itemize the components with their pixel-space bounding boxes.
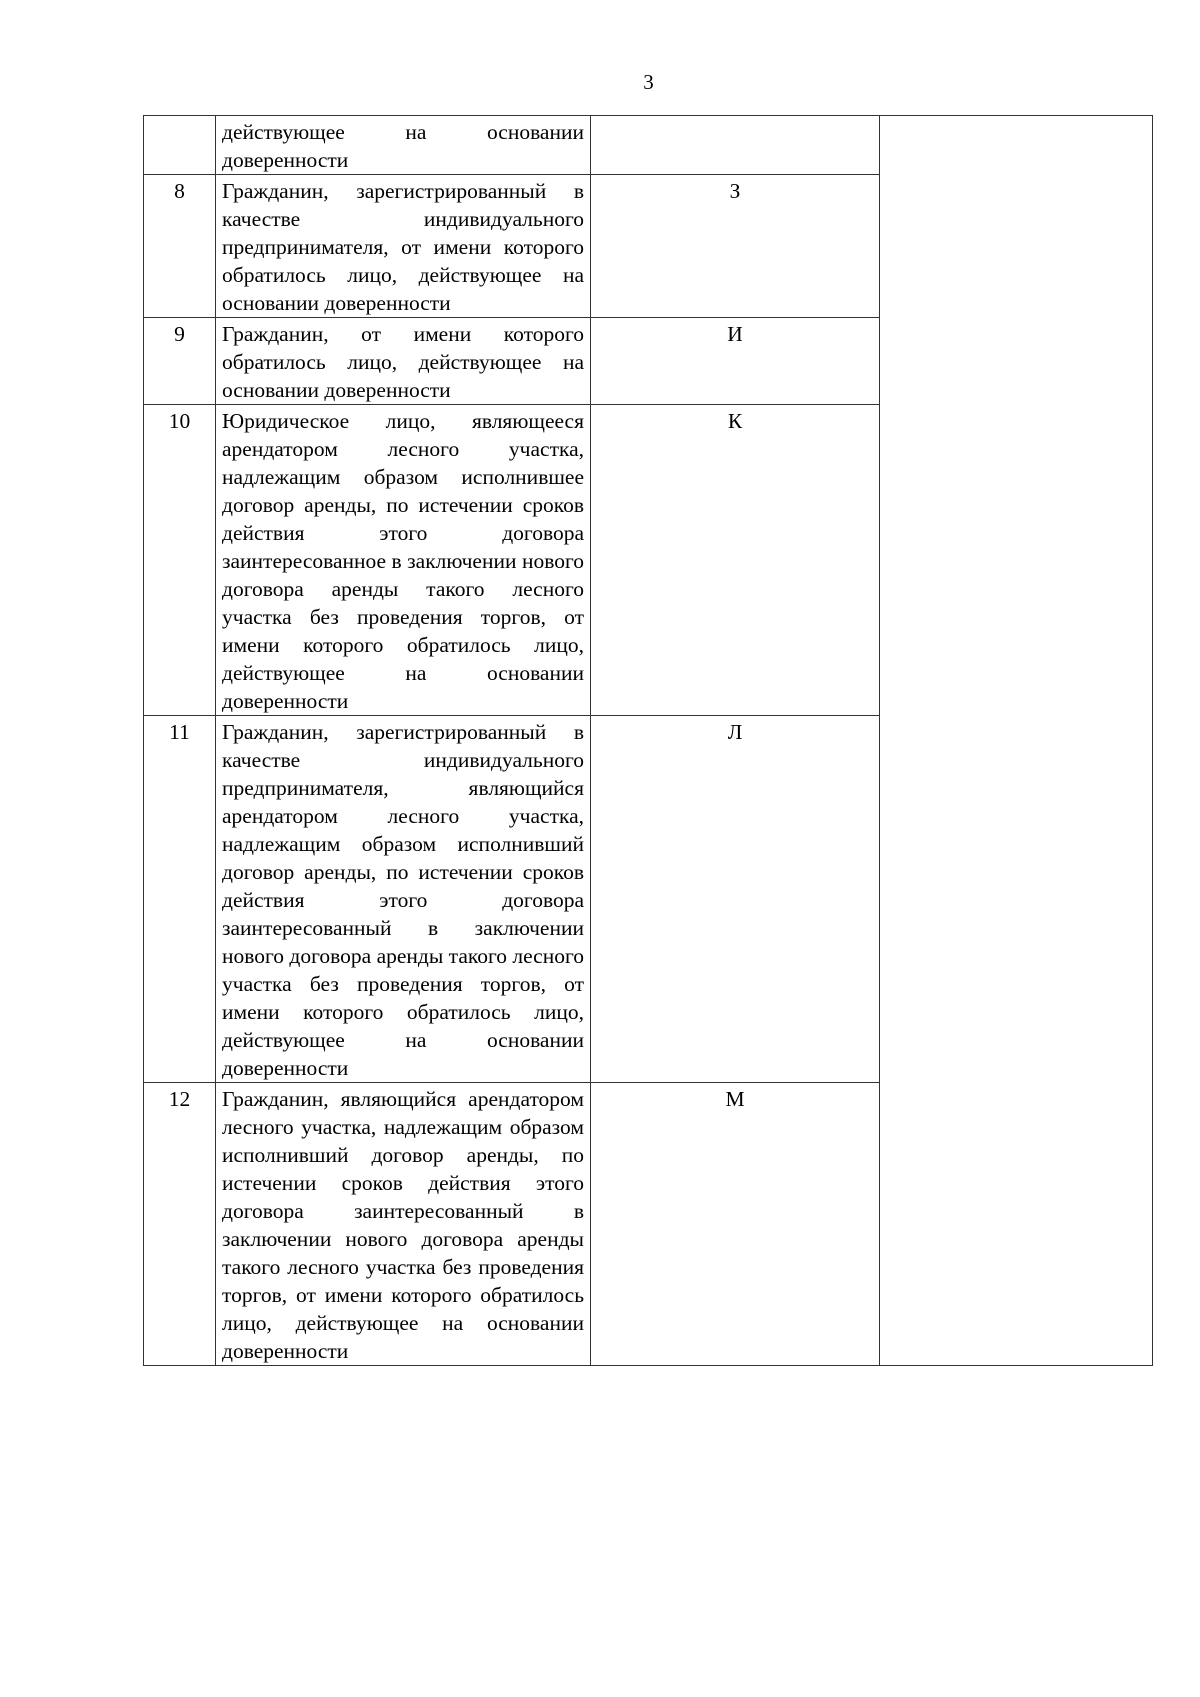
row-description: действующее на основании доверенности: [216, 116, 591, 175]
row-code: М: [591, 1083, 880, 1366]
row-code: З: [591, 175, 880, 318]
table-row: [144, 116, 1153, 175]
row-code: И: [591, 318, 880, 405]
row-number: 8: [144, 175, 216, 318]
row-code: [591, 116, 880, 175]
row-code: К: [591, 405, 880, 716]
row-number: 11: [144, 716, 216, 1083]
row-description: Гражданин, являющийся арендатором лесного участка, надлежащим образом исполнивший договор аренды, по истечении сроков действия этого договора заинтересованный в заключении нового договора аренды такого лесного участка без проведения торгов, от имени которого обратилось лицо, действующее на основании доверенности: [216, 1083, 591, 1366]
page-number: 3: [643, 70, 654, 94]
row-code: Л: [591, 716, 880, 1083]
merged-empty-column: [880, 116, 1153, 1366]
row-number: 12: [144, 1083, 216, 1366]
row-description: Юридическое лицо, являющееся арендатором лесного участка, надлежащим образом исполнившее договор аренды, по истечении сроков действия этого договора заинтересованное в заключении нового договора аренды такого лесного участка без проведения торгов, от имени которого обратилось лицо, действующее на основании доверенности: [216, 405, 591, 716]
document-table: [143, 115, 1153, 1366]
row-number: 10: [144, 405, 216, 716]
row-number: 9: [144, 318, 216, 405]
row-number: [144, 116, 216, 175]
row-description: Гражданин, зарегистрированный в качестве индивидуального предпринимателя, от имени которого обратилось лицо, действующее на основании доверенности: [216, 175, 591, 318]
row-description: Гражданин, от имени которого обратилось лицо, действующее на основании доверенности: [216, 318, 591, 405]
row-description: Гражданин, зарегистрированный в качестве индивидуального предпринимателя, являющийся арендатором лесного участка, надлежащим образом исполнивший договор аренды, по истечении сроков действия этого договора заинтересованный в заключении нового договора аренды такого лесного участка без проведения торгов, от имени которого обратилось лицо, действующее на основании доверенности: [216, 716, 591, 1083]
